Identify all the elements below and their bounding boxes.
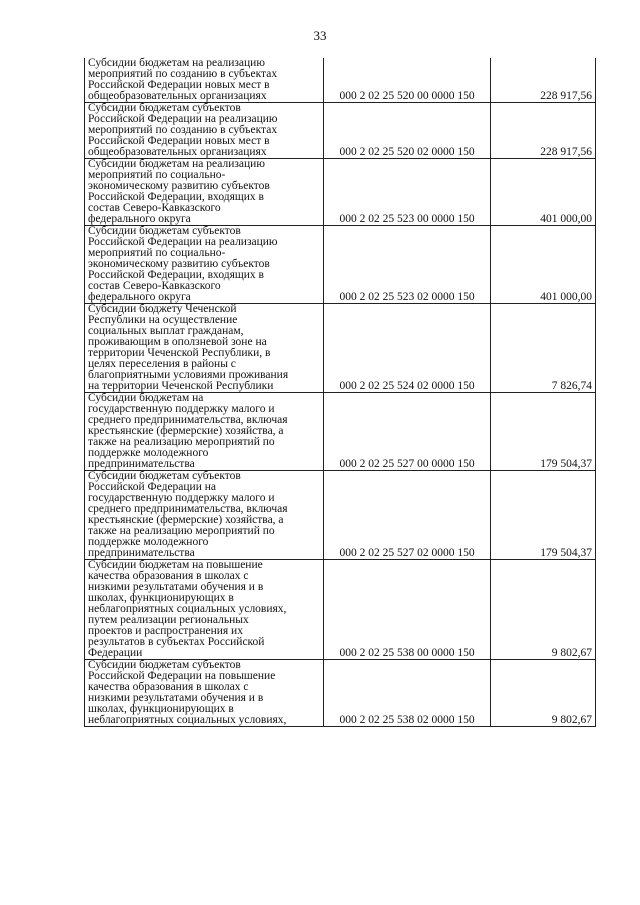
subsidy-name-line: среднего предпринимательства, включая [88,414,288,426]
subsidy-name-line: состав Северо-Кавказского [88,280,221,292]
amount-cell: 9 802,67 [491,560,596,660]
subsidy-name-line: федерального округа [88,291,191,303]
subsidy-name-line: Российской Федерации на реализацию [88,236,278,248]
budget-subsidies-table [84,58,596,727]
subsidy-name-line: территории Чеченской Республики, в [88,347,271,359]
subsidy-name-line: Российской Федерации на [88,481,216,493]
subsidy-name-line: общеобразовательных организациях [88,146,267,158]
subsidy-name-line: крестьянские (фермерские) хозяйства, а [88,425,284,437]
subsidy-name-line: путем реализации региональных [88,614,249,626]
subsidy-name-cell [85,660,324,727]
subsidy-name-line: Российской Федерации, входящих в [88,269,264,281]
subsidy-name-line: поддержке молодежного [88,447,209,459]
subsidy-name-line: проектов и распространения их [88,625,243,637]
subsidy-name-line: мероприятий по социально- [88,247,226,259]
amount-cell: 179 504,37 [491,393,596,471]
table-row [85,58,596,103]
amount-cell: 7 826,74 [491,304,596,393]
subsidy-name-line: Субсидии бюджетам субъектов [88,225,241,237]
budget-code-cell: 000 2 02 25 523 00 0000 150 [324,159,491,226]
subsidy-name-line: качества образования в школах с [88,570,249,582]
amount-cell: 228 917,56 [491,103,596,159]
table-row [85,471,596,560]
subsidy-name-line: Федерации [88,647,143,659]
subsidy-name-line: неблагоприятных социальных условиях, [88,603,287,615]
subsidy-name-line: Субсидии бюджету Чеченской [88,303,237,315]
subsidy-name-line: низкими результатами обучения и в [88,692,264,704]
amount-cell: 401 000,00 [491,159,596,226]
subsidy-name-line: государственную поддержку малого и [88,492,275,504]
subsidy-name-cell [85,103,324,159]
subsidy-name-line: школах, функционирующих в [88,703,234,715]
subsidy-name-line: мероприятий по созданию в субъектах [88,68,278,80]
subsidy-name-cell [85,58,324,103]
subsidy-name-line: также на реализацию мероприятий по [88,436,275,448]
subsidy-name-line: целях переселения в районы с [88,358,236,370]
budget-code-cell: 000 2 02 25 538 00 0000 150 [324,560,491,660]
subsidy-name-line: среднего предпринимательства, включая [88,503,288,515]
subsidy-name-cell [85,560,324,660]
subsidy-name-line: Субсидии бюджетам на реализацию [88,158,265,170]
table-row [85,304,596,393]
table-row [85,103,596,159]
subsidy-name-line: мероприятий по социально- [88,169,226,181]
subsidy-name-line: мероприятий по созданию в субъектах [88,124,278,136]
subsidy-name-line: качества образования в школах с [88,681,249,693]
subsidy-name-line: предпринимательства [88,547,195,559]
budget-code-cell: 000 2 02 25 520 00 0000 150 [324,58,491,103]
subsidy-name-line: государственную поддержку малого и [88,403,275,415]
subsidy-name-line: на территории Чеченской Республики [88,380,274,392]
amount-cell: 228 917,56 [491,58,596,103]
subsidy-name-line: Субсидии бюджетам субъектов [88,102,241,114]
table-row [85,660,596,727]
subsidy-name-cell [85,393,324,471]
budget-code-cell: 000 2 02 25 520 02 0000 150 [324,103,491,159]
amount-cell: 9 802,67 [491,660,596,727]
table-row [85,226,596,304]
subsidy-name-line: Российской Федерации на реализацию [88,113,278,125]
budget-code-cell: 000 2 02 25 523 02 0000 150 [324,226,491,304]
subsidy-name-line: также на реализацию мероприятий по [88,525,275,537]
subsidy-name-line: поддержке молодежного [88,536,209,548]
subsidy-name-cell [85,304,324,393]
budget-code-cell: 000 2 02 25 527 00 0000 150 [324,393,491,471]
subsidy-name-line: Субсидии бюджетам на реализацию [88,57,265,69]
subsidy-name-line: Российской Федерации новых мест в [88,79,270,91]
subsidy-name-line: предпринимательства [88,458,195,470]
subsidy-name-cell [85,226,324,304]
subsidy-name-cell [85,159,324,226]
subsidy-name-cell [85,471,324,560]
table-row [85,159,596,226]
subsidy-name-line: неблагоприятных социальных условиях, [88,714,287,726]
subsidy-name-line: школах, функционирующих в [88,592,234,604]
subsidy-name-line: социальных выплат гражданам, [88,325,244,337]
subsidy-name-line: Республики на осуществление [88,314,238,326]
subsidy-name-line: Российской Федерации новых мест в [88,135,270,147]
subsidy-name-line: Субсидии бюджетам на [88,392,204,404]
amount-cell: 179 504,37 [491,471,596,560]
subsidy-name-line: благоприятными условиями проживания [88,369,289,381]
subsidy-name-line: состав Северо-Кавказского [88,202,221,214]
subsidy-name-line: Субсидии бюджетам субъектов [88,470,241,482]
table-row [85,560,596,660]
subsidy-name-line: Субсидии бюджетам на повышение [88,559,263,571]
subsidy-name-line: общеобразовательных организациях [88,90,267,102]
subsidy-name-line: результатов в субъектах Российской [88,636,265,648]
budget-code-cell: 000 2 02 25 538 02 0000 150 [324,660,491,727]
subsidy-name-line: низкими результатами обучения и в [88,581,264,593]
subsidy-name-line: экономическому развитию субъектов [88,258,270,270]
subsidy-name-line: Российской Федерации на повышение [88,670,276,682]
budget-code-cell: 000 2 02 25 524 02 0000 150 [324,304,491,393]
table-row [85,393,596,471]
amount-cell: 401 000,00 [491,226,596,304]
budget-code-cell: 000 2 02 25 527 02 0000 150 [324,471,491,560]
subsidy-name-line: Российской Федерации, входящих в [88,191,264,203]
subsidy-name-line: проживающим в оползневой зоне на [88,336,267,348]
subsidy-name-line: экономическому развитию субъектов [88,180,270,192]
subsidy-name-line: Субсидии бюджетам субъектов [88,659,241,671]
subsidy-name-line: федерального округа [88,213,191,225]
subsidy-name-line: крестьянские (фермерские) хозяйства, а [88,514,284,526]
page-number: 33 [313,28,327,43]
